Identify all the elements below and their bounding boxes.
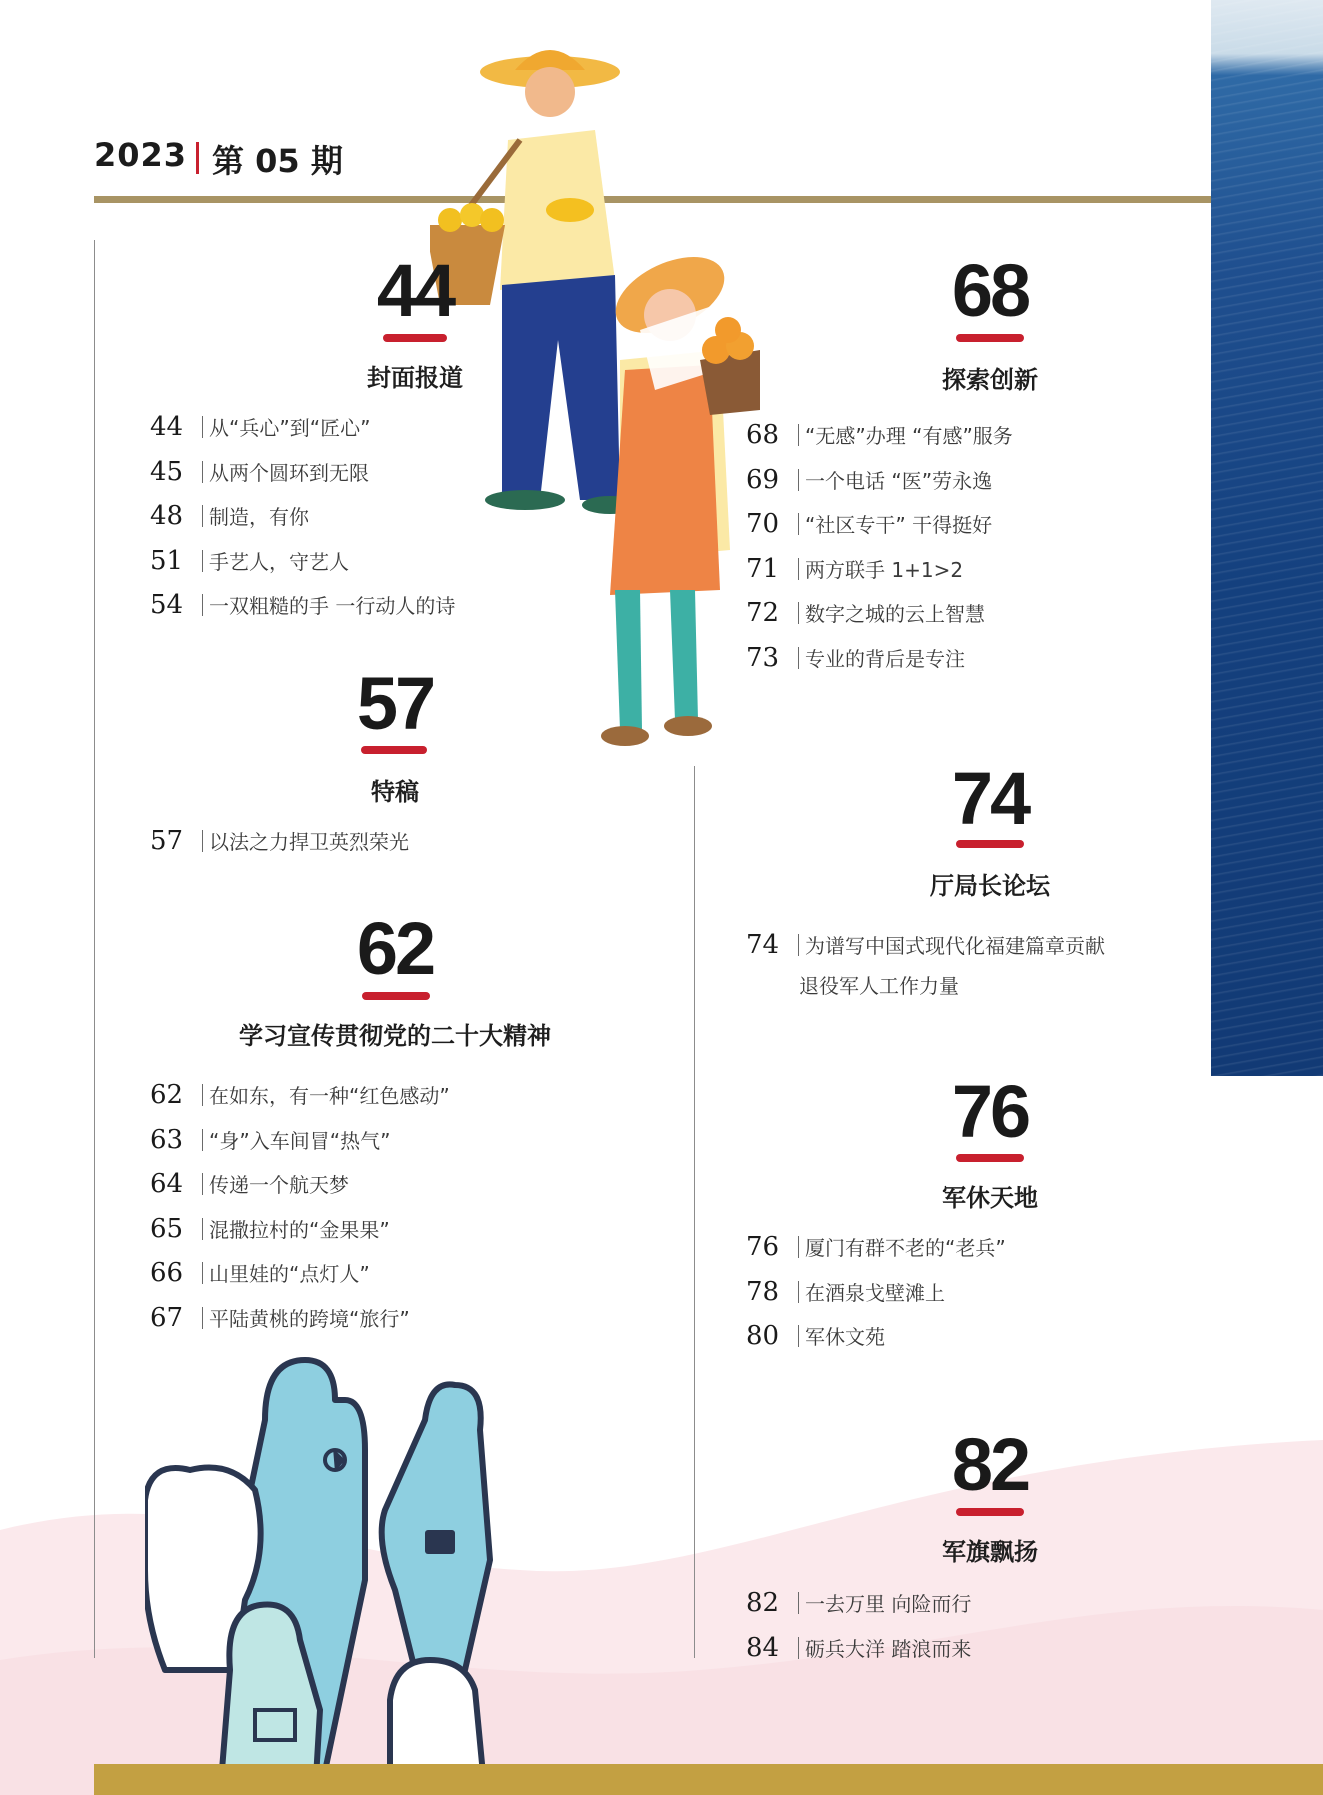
entry-title: “身”入车间冒“热气” — [209, 1128, 391, 1153]
entry-divider — [202, 1129, 203, 1151]
entry-title: 为谱写中国式现代化福建篇章贡献 — [805, 934, 1105, 958]
entry-page: 70 — [746, 509, 780, 539]
section-number: 62 — [356, 907, 434, 990]
section-title: 探索创新 — [942, 366, 1038, 394]
entry-title: 以法之力捍卫英烈荣光 — [209, 830, 409, 854]
entry-page: 73 — [746, 642, 780, 673]
toc-entry[interactable] — [746, 1321, 1006, 1366]
toc-entry[interactable] — [150, 1303, 450, 1348]
entry-page: 76 — [746, 1232, 780, 1262]
toc-entry[interactable] — [150, 457, 455, 502]
entry-page: 72 — [746, 598, 780, 628]
entry-divider — [798, 1592, 799, 1614]
entry-title: 从两个圆环到无限 — [209, 460, 369, 485]
entry-title: 专业的背后是专注 — [805, 646, 965, 671]
toc-entry[interactable] — [150, 1169, 450, 1214]
entry-page: 64 — [150, 1169, 184, 1199]
entry-divider — [202, 1218, 203, 1240]
entry-page: 65 — [150, 1213, 184, 1244]
section-accent-bar — [956, 1154, 1024, 1162]
entry-divider — [202, 830, 203, 852]
left-column-rule — [94, 240, 95, 1658]
section-items — [150, 1080, 450, 1347]
entry-title: 一去万里 向险而行 — [805, 1592, 972, 1616]
toc-entry[interactable] — [746, 465, 1013, 510]
entry-divider — [202, 461, 203, 483]
entry-title: 传递一个航天梦 — [209, 1173, 349, 1197]
entry-title: 在酒泉戈壁滩上 — [805, 1280, 945, 1305]
toc-entry[interactable] — [150, 1080, 450, 1125]
entry-page: 71 — [746, 553, 780, 584]
entry-divider — [202, 550, 203, 572]
toc-entry[interactable] — [150, 826, 409, 871]
entry-title: 手艺人，守艺人 — [209, 549, 349, 574]
section-number: 44 — [376, 249, 454, 332]
section-title: 厅局长论坛 — [930, 872, 1050, 900]
entry-title-continuation: 退役军人工作力量 — [799, 974, 959, 998]
section-title: 学习宣传贯彻党的二十大精神 — [239, 1022, 551, 1050]
entry-page: 78 — [746, 1276, 780, 1307]
entry-page: 48 — [150, 501, 184, 531]
section-number: 57 — [356, 662, 434, 745]
sea-photo — [1211, 0, 1323, 1076]
header-separator — [196, 142, 199, 174]
issue-number: 第 05 期 — [212, 142, 343, 180]
entry-title: 军休文苑 — [805, 1325, 885, 1349]
section-items — [150, 412, 455, 635]
entry-title: 在如东，有一种“红色感动” — [209, 1084, 450, 1108]
section-number: 82 — [951, 1423, 1029, 1506]
entry-page: 67 — [150, 1302, 184, 1333]
entry-divider — [798, 513, 799, 535]
toc-entry[interactable] — [746, 598, 1013, 643]
section-accent-bar — [361, 746, 427, 754]
section-title: 军旗飘扬 — [942, 1538, 1038, 1566]
entry-divider — [798, 934, 799, 956]
toc-entry[interactable] — [150, 412, 455, 457]
entry-title: 从“兵心”到“匠心” — [209, 416, 371, 440]
toc-entry[interactable] — [746, 420, 1013, 465]
toc-entry[interactable] — [746, 1277, 1006, 1322]
entry-title: “无感”办理 “有感”服务 — [805, 424, 1013, 448]
entry-divider — [202, 416, 203, 438]
entry-title: 平陆黄桃的跨境“旅行” — [209, 1306, 410, 1331]
center-column-rule — [694, 766, 695, 1658]
footer-band — [94, 1764, 1323, 1795]
entry-page: 51 — [150, 545, 184, 576]
entry-title: 砺兵大洋 踏浪而来 — [805, 1636, 972, 1661]
entry-title: “社区专干” 干得挺好 — [805, 513, 993, 537]
entry-page: 54 — [150, 590, 184, 620]
entry-page: 82 — [746, 1588, 780, 1618]
entry-title: 混撒拉村的“金果果” — [209, 1217, 390, 1242]
entry-divider — [798, 469, 799, 491]
section-accent-bar — [383, 334, 447, 342]
entry-divider — [202, 594, 203, 616]
entry-page: 62 — [150, 1080, 184, 1110]
toc-entry[interactable] — [746, 554, 1013, 599]
entry-divider — [798, 1236, 799, 1258]
entry-title: 两方联手 1+1>2 — [805, 557, 964, 582]
section-title: 封面报道 — [367, 364, 463, 392]
entry-divider — [798, 1281, 799, 1303]
section-accent-bar — [956, 334, 1024, 342]
toc-entry[interactable] — [150, 1125, 450, 1170]
toc-entry[interactable] — [150, 1258, 450, 1303]
entry-divider — [798, 558, 799, 580]
entry-page: 74 — [746, 930, 780, 960]
raised-hands-icon — [145, 1340, 565, 1795]
entry-divider — [202, 1307, 203, 1329]
section-number: 76 — [951, 1070, 1029, 1153]
toc-entry[interactable] — [150, 546, 455, 591]
section-title: 特稿 — [371, 778, 419, 806]
toc-entry[interactable] — [746, 1633, 971, 1678]
section-items — [746, 930, 1105, 999]
toc-entry[interactable] — [746, 1232, 1006, 1277]
toc-entry[interactable] — [150, 1214, 450, 1259]
issue-year: 2023 — [94, 136, 188, 174]
section-number: 74 — [951, 757, 1029, 840]
entry-title: 数字之城的云上智慧 — [805, 602, 985, 626]
section-items — [746, 1588, 971, 1677]
entry-page: 57 — [150, 826, 184, 856]
entry-page: 44 — [150, 412, 184, 442]
entry-page: 68 — [746, 420, 780, 450]
section-accent-bar — [362, 992, 430, 1000]
entry-divider — [798, 602, 799, 624]
section-number: 68 — [951, 249, 1029, 332]
entry-divider — [202, 1173, 203, 1195]
toc-entry[interactable] — [746, 509, 1013, 554]
section-accent-bar — [956, 840, 1024, 848]
entry-divider — [202, 505, 203, 527]
entry-page: 80 — [746, 1321, 780, 1351]
toc-entry[interactable] — [746, 930, 1105, 999]
section-title: 军休天地 — [942, 1184, 1038, 1212]
entry-title: 一双粗糙的手 一行动人的诗 — [209, 594, 456, 618]
section-items — [150, 826, 409, 871]
entry-divider — [798, 1637, 799, 1659]
toc-entry[interactable] — [746, 643, 1013, 688]
entry-divider — [798, 1325, 799, 1347]
entry-title: 山里娃的“点灯人” — [209, 1262, 370, 1286]
toc-entry[interactable] — [150, 590, 455, 635]
entry-title: 厦门有群不老的“老兵” — [805, 1236, 1006, 1260]
entry-divider — [798, 647, 799, 669]
section-items — [746, 1232, 1006, 1366]
entry-page: 69 — [746, 464, 780, 495]
entry-divider — [202, 1084, 203, 1106]
toc-entry[interactable] — [150, 501, 455, 546]
section-items — [746, 420, 1013, 687]
entry-divider — [798, 424, 799, 446]
toc-entry[interactable] — [746, 1588, 971, 1633]
section-accent-bar — [956, 1508, 1024, 1516]
entry-title: 制造，有你 — [209, 505, 309, 529]
entry-page: 63 — [150, 1124, 184, 1155]
entry-title: 一个电话 “医”劳永逸 — [805, 468, 993, 493]
entry-page: 45 — [150, 456, 184, 487]
entry-divider — [202, 1262, 203, 1284]
entry-page: 84 — [746, 1632, 780, 1663]
entry-page: 66 — [150, 1258, 184, 1288]
